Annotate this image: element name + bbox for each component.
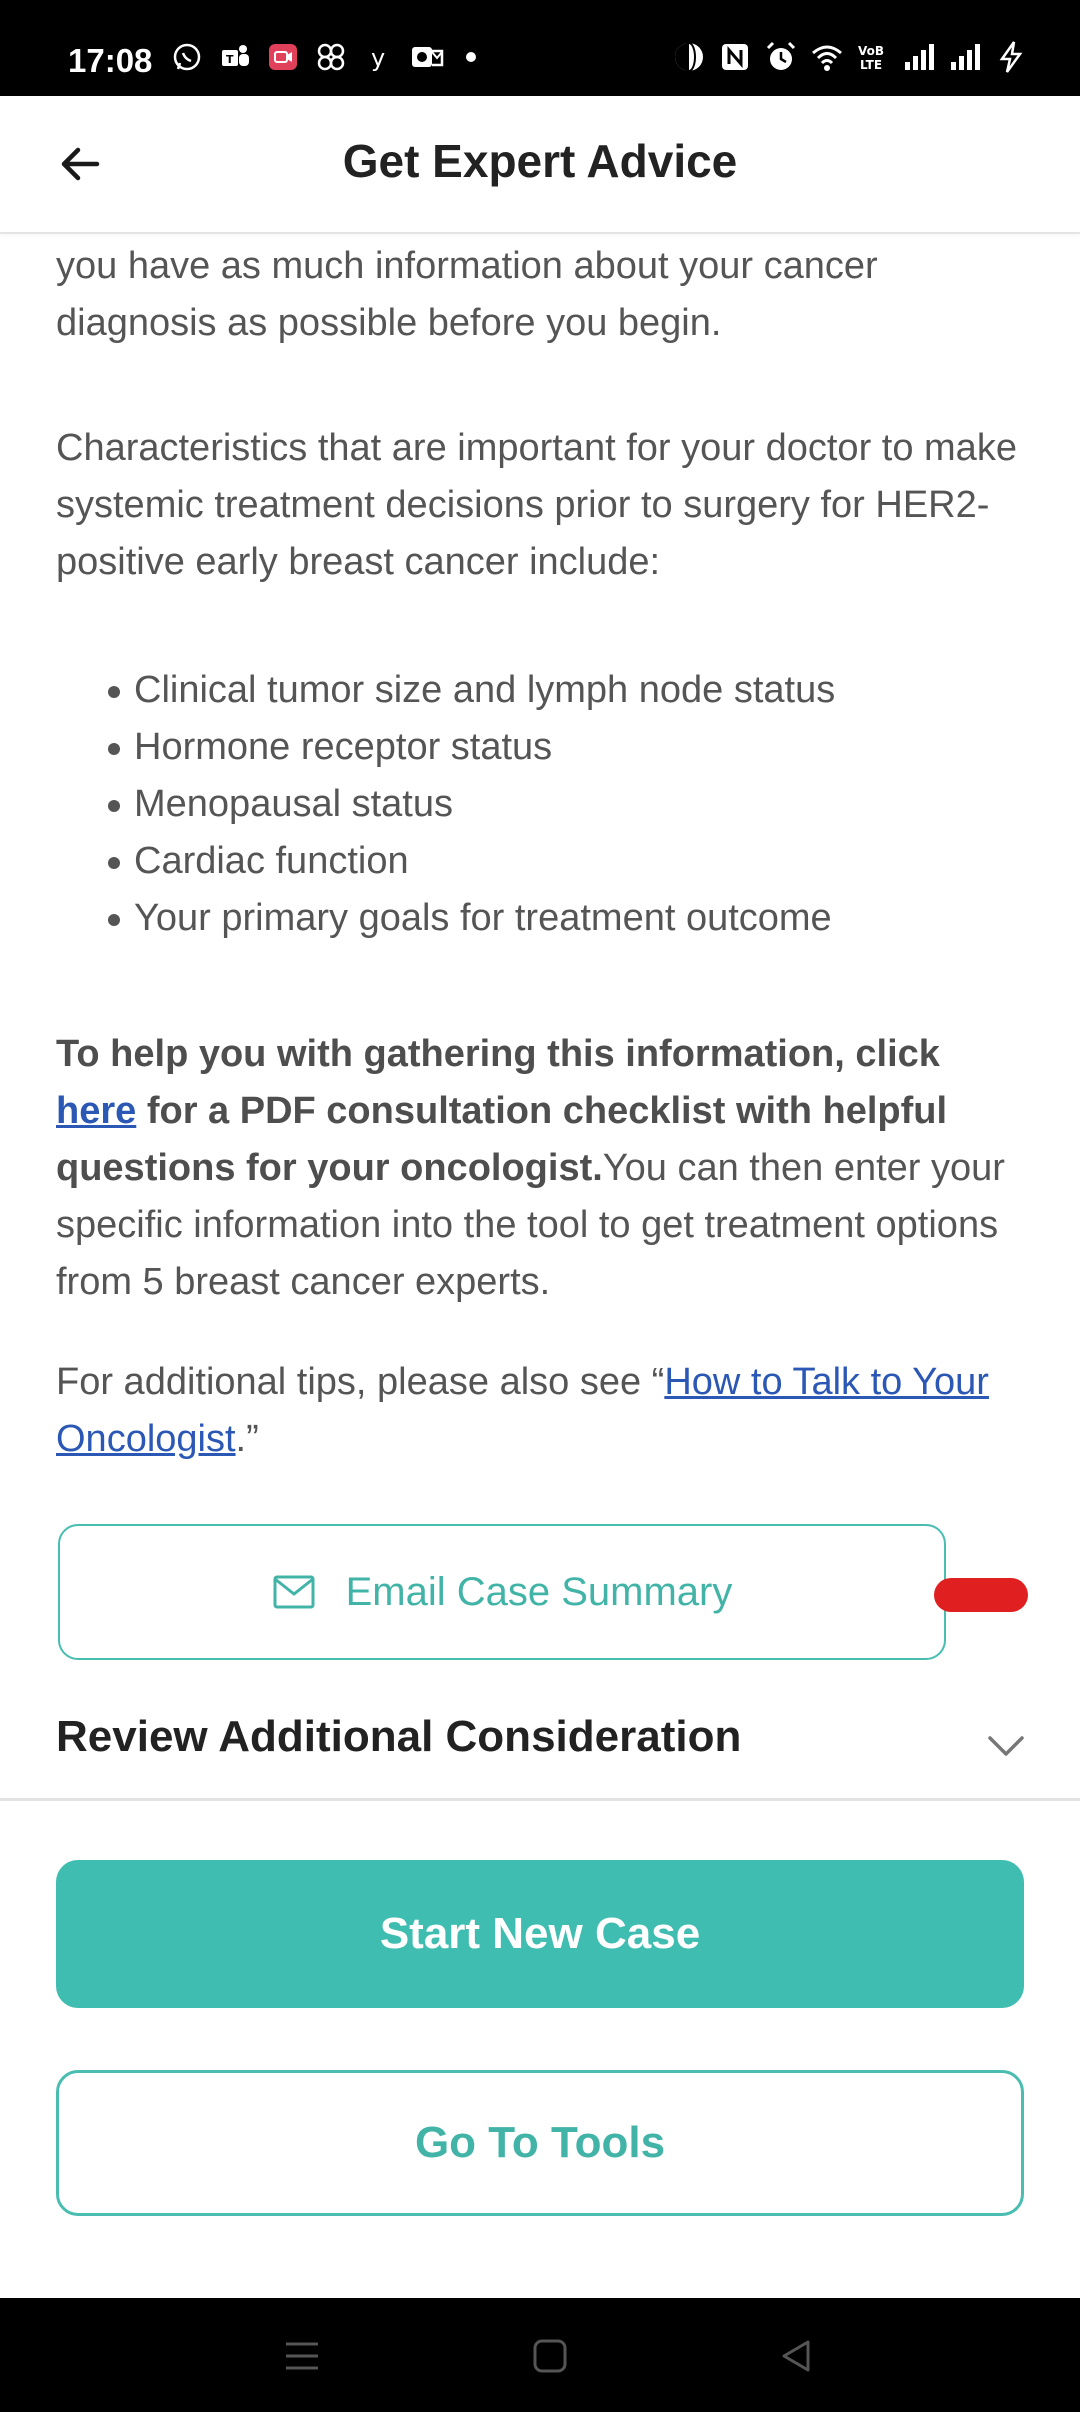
help-bold-text-2: for a PDF consultation checklist with helpful questions for your oncologist.	[56, 1090, 948, 1189]
svg-text:T: T	[226, 53, 234, 66]
go-to-tools-button[interactable]	[56, 2070, 1024, 2216]
outlook-icon	[410, 40, 444, 74]
email-button-label: Email Case Summary	[345, 1569, 733, 1614]
review-additional-consideration-toggle[interactable]	[0, 1702, 1080, 1794]
mail-icon	[272, 1574, 316, 1610]
svg-text:y: y	[371, 44, 386, 72]
red-marker	[934, 1578, 1028, 1612]
teams-icon	[218, 40, 252, 74]
page-title: Get Expert Advice	[342, 135, 738, 187]
list-item: Cardiac function	[106, 833, 1046, 890]
whatsapp-icon	[170, 40, 204, 74]
intro-paragraph	[56, 238, 1036, 352]
tips-prefix: For additional tips, please also see “	[56, 1361, 665, 1403]
home-icon[interactable]	[528, 2334, 572, 2378]
help-bold-text: To help you with gathering this information, click	[56, 1033, 940, 1075]
pinwheel-app-icon	[314, 40, 348, 74]
charging-icon	[994, 40, 1028, 74]
wifi-icon	[810, 40, 844, 74]
characteristics-paragraph: Characteristics that are important for your doctor to make systemic treatment decisions prior to surgery for HER2-positive early breast cancer include:	[56, 427, 1017, 583]
help-paragraph	[56, 1026, 1036, 1311]
nfc-icon	[718, 40, 752, 74]
signal-icon	[902, 40, 936, 74]
back-triangle-icon[interactable]	[774, 2334, 818, 2378]
app-header	[0, 96, 1080, 234]
help-rest-text: You can then enter your specific information into the tool to get treatment options from 5 breast cancer experts.	[56, 1147, 1005, 1303]
signal-icon-2	[948, 40, 982, 74]
video-app-icon	[266, 40, 300, 74]
checklist-link[interactable]: here	[56, 1090, 137, 1132]
characteristics-list	[106, 662, 1046, 947]
review-label: Review Additional Consideration	[56, 1712, 742, 1761]
y-app-icon	[362, 40, 396, 74]
svg-text:VoB: VoB	[858, 44, 885, 58]
how-to-talk-link[interactable]: How to Talk to Your Oncologist	[56, 1361, 989, 1460]
tips-paragraph	[56, 1354, 1036, 1468]
start-new-case-button[interactable]	[56, 1860, 1024, 2008]
menu-icon[interactable]	[280, 2334, 324, 2378]
list-item: Your primary goals for treatment outcome	[106, 890, 1046, 947]
list-item: Clinical tumor size and lymph node status	[106, 662, 1046, 719]
system-nav-bar	[0, 2298, 1080, 2412]
vpn-globe-icon	[672, 40, 706, 74]
status-time: 17:08	[68, 42, 153, 79]
tips-suffix: .”	[235, 1418, 259, 1460]
start-button-label: Start New Case	[379, 1909, 701, 1958]
intro-line-1: you have as much information about your cancer	[56, 245, 878, 287]
notification-dot	[466, 52, 476, 62]
content-area[interactable]	[0, 234, 1080, 2298]
volte-icon	[856, 40, 890, 74]
list-item: Menopausal status	[106, 776, 1046, 833]
system-icons	[672, 40, 1028, 74]
list-item: Hormone receptor status	[106, 719, 1046, 776]
status-bar	[0, 0, 1080, 96]
notification-icons	[170, 40, 476, 74]
chevron-down-icon	[984, 1724, 1028, 1768]
email-case-summary-button[interactable]	[58, 1524, 946, 1660]
svg-text:LTE: LTE	[860, 58, 883, 72]
intro-line-2: diagnosis as possible before you begin.	[56, 302, 722, 344]
alarm-icon	[764, 40, 798, 74]
tools-button-label: Go To Tools	[414, 2118, 666, 2167]
divider	[0, 1798, 1080, 1801]
